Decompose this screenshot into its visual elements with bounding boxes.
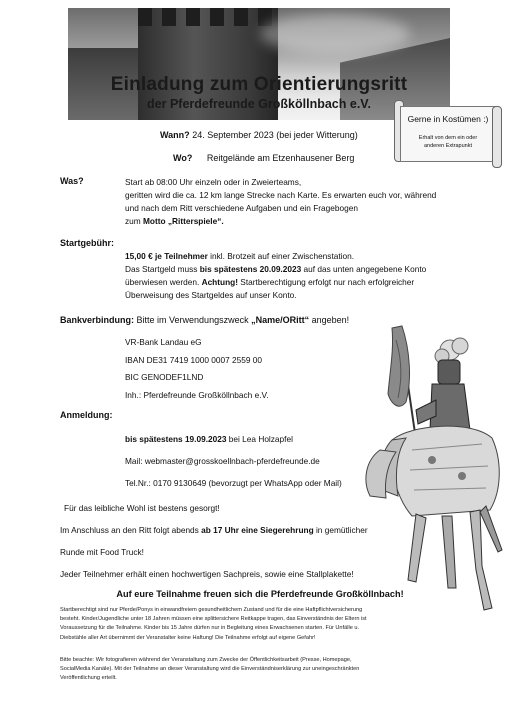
foodtruck-note: Runde mit Food Truck!: [60, 547, 144, 557]
anmeldung-tel: Tel.Nr.: 0170 9130649 (bevorzugt per WhatsApp oder Mail): [125, 478, 342, 488]
catering-note: Für das leibliche Wohl ist bestens gesorgt!: [64, 503, 220, 513]
knight-on-horse-illustration: [352, 320, 512, 620]
wann-line: [160, 129, 358, 142]
scroll-main-text: Gerne in Kostümen :): [407, 114, 489, 124]
was-label: Was?: [60, 176, 84, 186]
anmeldung-label: Anmeldung:: [60, 410, 113, 420]
wann-label: Wann?: [160, 130, 190, 140]
anmeldung-details: bis spätestens 19.09.2023 bei Lea Holzapfel Mail: webmaster@grosskoellnbach-pferdefreunde.de Tel.Nr.: 0170 9130649 (bevorzugt per WhatsApp oder Mail): [125, 428, 342, 494]
costume-scroll-note: [394, 100, 502, 166]
wo-line: [173, 152, 354, 165]
prize-note: Jeder Teilnehmer erhält einen hochwertigen Sachpreis, sowie eine Stallplakette!: [60, 569, 354, 579]
bank-label: Bankverbindung:: [60, 315, 135, 325]
wann-value: 24. September 2023 (bei jeder Witterung): [192, 130, 358, 140]
bank-line: Bankverbindung: Bitte im Verwendungszweck „Name/ORitt“ angeben!: [60, 315, 350, 325]
fineprint-conditions: Startberechtigt sind nur Pferde/Ponys in einwandfreiem gesundheitlichem Zustand und für die eine Haftpflichtversicherung besteht. Kinder/Jugendliche unter 18 Jahren müssen eine splittersichere Reitkappe tragen, das Einverständnis der Eltern ist Voraussetzung für die Teilnahme. Kinder bis 15 Jahre dürfen nur in Begleitung eines Erwachsenen starten. Für Unfälle u. Diebstähle aller Art übernimmt der Veranstalter keine Haftung! Die Teilnahme erfolgt auf eigene Gefahr!: [60, 607, 367, 641]
fineprint-photo-consent: Bitte beachte: Wir fotografieren während der Veranstaltung zum Zwecke der Öffentlichkeitsarbeit (Presse, Homepage, SocialMedia Kanäle). Mit der Teilnahme an dieser Veranstaltung wird die Einverständniserklärung zur uneingeschränkten Veröffentlichung erteilt.: [60, 657, 360, 682]
page-subtitle: der Pferdefreunde Großköllnbach e.V.: [147, 97, 371, 111]
award-note: Im Anschluss an den Ritt folgt abends ab 17 Uhr eine Siegerehrung in gemütlicher: [60, 525, 368, 535]
bank-iban: IBAN DE31 7419 1000 0007 2559 00: [125, 354, 263, 365]
page-title: Einladung zum Orientierungsritt: [110, 74, 408, 95]
anmeldung-mail: Mail: webmaster@grosskoellnbach-pferdefreunde.de: [125, 456, 320, 466]
startgebuehr-label: Startgebühr:: [60, 238, 114, 248]
bank-owner: Inh.: Pferdefreunde Großköllnbach e.V.: [125, 389, 269, 400]
wo-value: Reitgelände am Etzenhausener Berg: [206, 153, 355, 163]
wo-label: Wo?: [173, 153, 193, 163]
closing-line: Auf eure Teilnahme freuen sich die Pferdefreunde Großköllnbach!: [116, 589, 404, 599]
scroll-sub-text: Erhalt von dem ein oder anderen Extrapunkt: [418, 135, 478, 149]
bank-details: [125, 334, 269, 404]
was-text: Start ab 08:00 Uhr einzeln oder in Zweierteams, geritten wird die ca. 12 km lange Strecke nach Karte. Es erwarten euch vor, während und nach dem Ritt verschiedene Aufgaben und ein Fragebogen zum Motto „Ritterspiele“.: [125, 177, 437, 226]
startgebuehr-text: 15,00 € je Teilnehmer inkl. Brotzeit auf einer Zwischenstation. Das Startgeld muss bis spätestens 20.09.2023 auf das unten angegebene Konto überwiesen werden. Achtung! Startberechtigung erfolgt nur nach erfolgreicher Überweisung des Startgeldes auf unser Konto.: [125, 251, 427, 300]
bank-bic: BIC GENODEF1LND: [125, 372, 204, 382]
bank-name: VR-Bank Landau eG: [125, 337, 202, 347]
